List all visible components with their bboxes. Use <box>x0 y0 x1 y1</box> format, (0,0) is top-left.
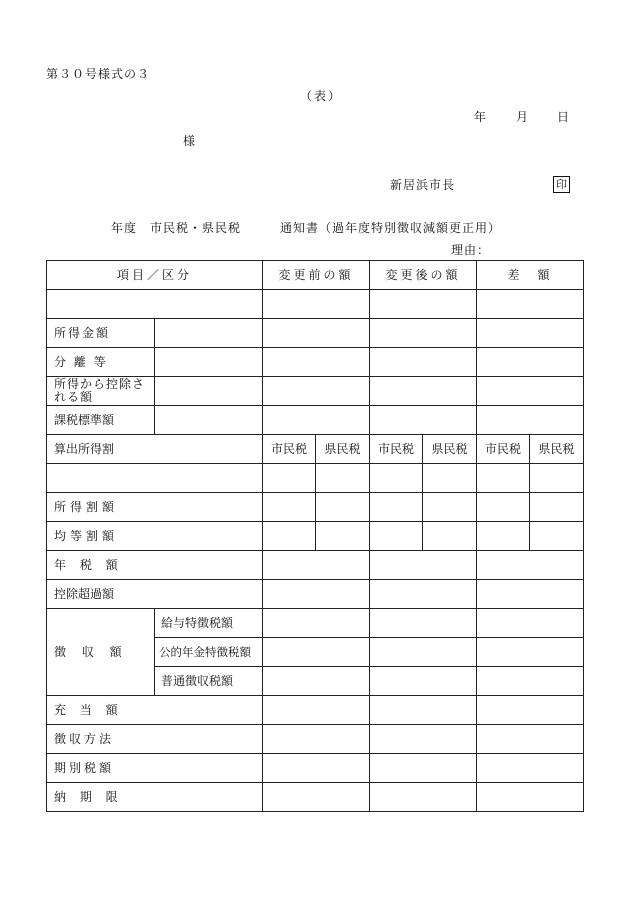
table-row <box>47 696 584 725</box>
date-year-label: 年 <box>474 110 487 124</box>
blank-cell[interactable] <box>370 522 423 551</box>
row-label-income-levy: 所得割額 <box>47 493 263 522</box>
blank-cell[interactable] <box>263 754 370 783</box>
blank-cell[interactable] <box>477 551 584 580</box>
blank-cell[interactable] <box>263 348 370 377</box>
table-row <box>47 406 584 435</box>
row-label-collection-method: 徴収方法 <box>47 725 263 754</box>
blank-cell[interactable] <box>263 667 370 696</box>
side-label: （表） <box>300 89 343 103</box>
header-diff: 差 額 <box>477 261 584 290</box>
blank-cell[interactable] <box>370 290 477 319</box>
blank-cell[interactable] <box>370 725 477 754</box>
blank-cell[interactable] <box>477 696 584 725</box>
blank-cell[interactable] <box>370 319 477 348</box>
table-row <box>47 348 584 377</box>
blank-cell[interactable] <box>316 522 370 551</box>
row-label-salary-collection: 給与特徴税額 <box>155 609 263 638</box>
blank-cell[interactable] <box>477 667 584 696</box>
blank-cell[interactable] <box>370 638 477 667</box>
blank-cell[interactable] <box>370 348 477 377</box>
blank-cell[interactable] <box>423 522 477 551</box>
blank-cell[interactable] <box>477 725 584 754</box>
reason-label: 理由： <box>451 243 491 257</box>
table-row <box>47 319 584 348</box>
blank-cell[interactable] <box>263 464 316 493</box>
blank-cell[interactable] <box>370 464 423 493</box>
blank-cell[interactable] <box>47 464 263 493</box>
blank-cell[interactable] <box>316 493 370 522</box>
row-label-separate: 分 離 等 <box>47 348 155 377</box>
blank-cell[interactable] <box>370 493 423 522</box>
blank-cell[interactable] <box>263 290 370 319</box>
blank-cell[interactable] <box>477 493 530 522</box>
blank-cell[interactable] <box>370 406 477 435</box>
col-city-tax: 市民税 <box>370 435 423 464</box>
header-after: 変更後の額 <box>370 261 477 290</box>
notice-title: 年度 市民税・県民税 通知書（過年度特別徴収減額更正用） <box>111 221 502 235</box>
table-row <box>47 609 584 638</box>
blank-cell[interactable] <box>370 609 477 638</box>
row-label-income-amount: 所得金額 <box>47 319 155 348</box>
row-label-collection: 徴 収 額 <box>47 609 155 696</box>
row-label-annual-tax: 年 税 額 <box>47 551 263 580</box>
row-label-deduction: 所得から控除される額 <box>47 377 155 406</box>
date-month-label: 月 <box>516 110 529 124</box>
blank-cell[interactable] <box>263 783 370 812</box>
blank-cell[interactable] <box>155 406 263 435</box>
blank-cell[interactable] <box>263 319 370 348</box>
blank-cell[interactable] <box>263 725 370 754</box>
table-row <box>47 551 584 580</box>
row-label-period-tax: 期別税額 <box>47 754 263 783</box>
blank-cell[interactable] <box>155 319 263 348</box>
blank-cell[interactable] <box>477 464 530 493</box>
blank-cell[interactable] <box>477 406 584 435</box>
blank-cell[interactable] <box>370 667 477 696</box>
blank-cell[interactable] <box>477 348 584 377</box>
blank-cell[interactable] <box>263 522 316 551</box>
blank-cell[interactable] <box>477 522 530 551</box>
blank-cell[interactable] <box>263 696 370 725</box>
table-row <box>47 580 584 609</box>
blank-cell[interactable] <box>155 348 263 377</box>
blank-cell[interactable] <box>477 319 584 348</box>
row-label-per-capita-levy: 均等割額 <box>47 522 263 551</box>
blank-cell[interactable] <box>370 696 477 725</box>
row-label-pension-collection: 公的年金特徴税額 <box>155 638 263 667</box>
row-label-tax-base: 課税標準額 <box>47 406 155 435</box>
blank-cell[interactable] <box>263 406 370 435</box>
blank-cell[interactable] <box>370 377 477 406</box>
blank-cell[interactable] <box>530 464 584 493</box>
blank-cell[interactable] <box>155 377 263 406</box>
blank-cell[interactable] <box>423 493 477 522</box>
blank-cell[interactable] <box>477 638 584 667</box>
row-label-ordinary-collection: 普通徴収税額 <box>155 667 263 696</box>
col-prefecture-tax: 県民税 <box>530 435 584 464</box>
blank-cell[interactable] <box>263 580 370 609</box>
header-item: 項目／区分 <box>47 261 263 290</box>
col-prefecture-tax: 県民税 <box>423 435 477 464</box>
col-prefecture-tax: 県民税 <box>316 435 370 464</box>
blank-cell[interactable] <box>263 609 370 638</box>
tax-change-table <box>46 260 584 812</box>
blank-cell[interactable] <box>263 551 370 580</box>
table-row <box>47 783 584 812</box>
blank-cell[interactable] <box>423 464 477 493</box>
header-before: 変更前の額 <box>263 261 370 290</box>
table-row <box>47 754 584 783</box>
table-row <box>47 493 584 522</box>
blank-cell[interactable] <box>477 783 584 812</box>
table-row <box>47 725 584 754</box>
form-number: 第３０号様式の３ <box>46 67 151 81</box>
blank-cell[interactable] <box>263 493 316 522</box>
blank-cell[interactable] <box>477 609 584 638</box>
addressee-suffix: 様 <box>183 134 196 148</box>
blank-cell[interactable] <box>477 754 584 783</box>
blank-cell[interactable] <box>263 638 370 667</box>
col-city-tax: 市民税 <box>477 435 530 464</box>
table-row <box>47 464 584 493</box>
row-label-calc-income-levy: 算出所得割 <box>47 435 263 464</box>
blank-cell[interactable] <box>477 377 584 406</box>
blank-cell[interactable] <box>530 522 584 551</box>
blank-cell[interactable] <box>530 493 584 522</box>
table-header-row <box>47 261 584 290</box>
blank-cell[interactable] <box>47 290 263 319</box>
blank-cell[interactable] <box>370 783 477 812</box>
row-label-excess-deduction: 控除超過額 <box>47 580 263 609</box>
table-row <box>47 290 584 319</box>
table-row <box>47 522 584 551</box>
blank-cell[interactable] <box>316 464 370 493</box>
blank-cell[interactable] <box>477 290 584 319</box>
table-row <box>47 435 584 464</box>
row-label-prepay: 充 当 額 <box>47 696 263 725</box>
col-city-tax: 市民税 <box>263 435 316 464</box>
seal-mark: 印 <box>553 176 570 193</box>
blank-cell[interactable] <box>370 754 477 783</box>
blank-cell[interactable] <box>370 551 477 580</box>
blank-cell[interactable] <box>477 580 584 609</box>
blank-cell[interactable] <box>370 580 477 609</box>
row-label-due-date: 納 期 限 <box>47 783 263 812</box>
blank-cell[interactable] <box>263 377 370 406</box>
mayor-title: 新居浜市長 <box>390 178 456 192</box>
table-row <box>47 377 584 406</box>
date-day-label: 日 <box>557 110 570 124</box>
